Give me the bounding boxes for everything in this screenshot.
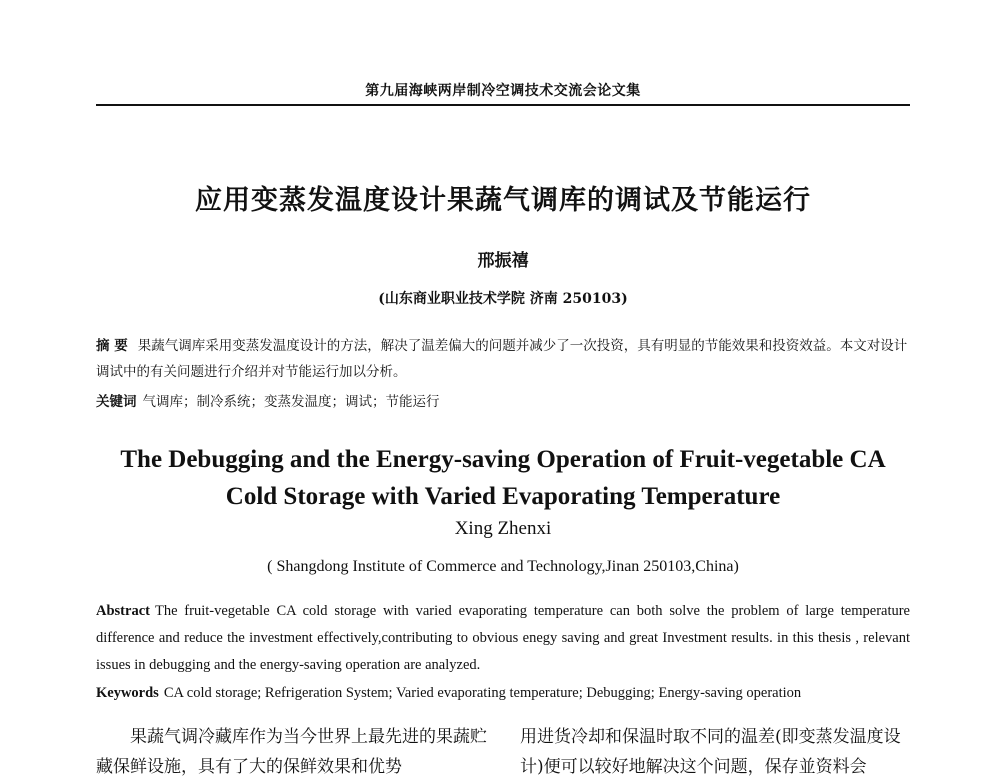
- chinese-keywords-label: 关键词: [96, 394, 137, 410]
- chinese-keywords: [96, 389, 910, 415]
- header-rule: [96, 104, 910, 106]
- english-keywords-label: Keywords: [96, 685, 159, 701]
- english-affiliation: ( Shangdong Institute of Commerce and Technology,Jinan 250103,China): [267, 558, 739, 575]
- english-keywords: [96, 680, 910, 707]
- english-abstract-label: Abstract: [96, 603, 150, 619]
- english-abstract-text: The fruit-vegetable CA cold storage with varied evaporating temperature can both solve the problem of large temperature difference and reduce the investment effectively,contributing to obvious enegy saving and great Investment results. in this thesis , relevant issues in debugging and the energy-saving operation are analyzed.: [96, 603, 910, 673]
- chinese-abstract-text: 果蔬气调库采用变蒸发温度设计的方法，解决了温差偏大的问题并减少了一次投资，具有明显的节能效果和投资效益。本文对设计调试中的有关问题进行介绍并对节能运行加以分析。: [96, 338, 908, 380]
- body-column-right: 用进货冷却和保温时取不同的温差(即变蒸发温度设计)便可以较好地解决这个问题，保存並资料会: [520, 727, 901, 777]
- english-keywords-text: CA cold storage; Refrigeration System; Varied evaporating temperature; Debugging; Energy-saving operation: [163, 685, 802, 701]
- chinese-abstract: [96, 333, 910, 385]
- chinese-keywords-text: 气调库；制冷系统；变蒸发温度；调试；节能运行: [142, 394, 440, 410]
- english-title-line-1: The Debugging and the Energy-saving Operation of Fruit-vegetable CA: [120, 446, 886, 473]
- chinese-abstract-label: 摘 要: [96, 338, 128, 354]
- running-header: 第九届海峡两岸制冷空调技术交流会论文集: [365, 83, 641, 99]
- english-author: Xing Zhenxi: [454, 518, 552, 539]
- body-column-left: 果蔬气调冷藏库作为当今世界上最先进的果蔬贮藏保鲜设施，具有了大的保鲜效果和优势: [96, 727, 487, 777]
- chinese-author: 邢振禧: [477, 251, 529, 271]
- chinese-affiliation: (山东商业职业技术学院 济南 250103): [378, 291, 628, 307]
- english-title-line-2: Cold Storage with Varied Evaporating Temperature: [225, 483, 781, 510]
- chinese-title: 应用变蒸发温度设计果蔬气调库的调试及节能运行: [195, 185, 811, 216]
- english-title: [96, 441, 910, 515]
- english-abstract: [96, 598, 910, 679]
